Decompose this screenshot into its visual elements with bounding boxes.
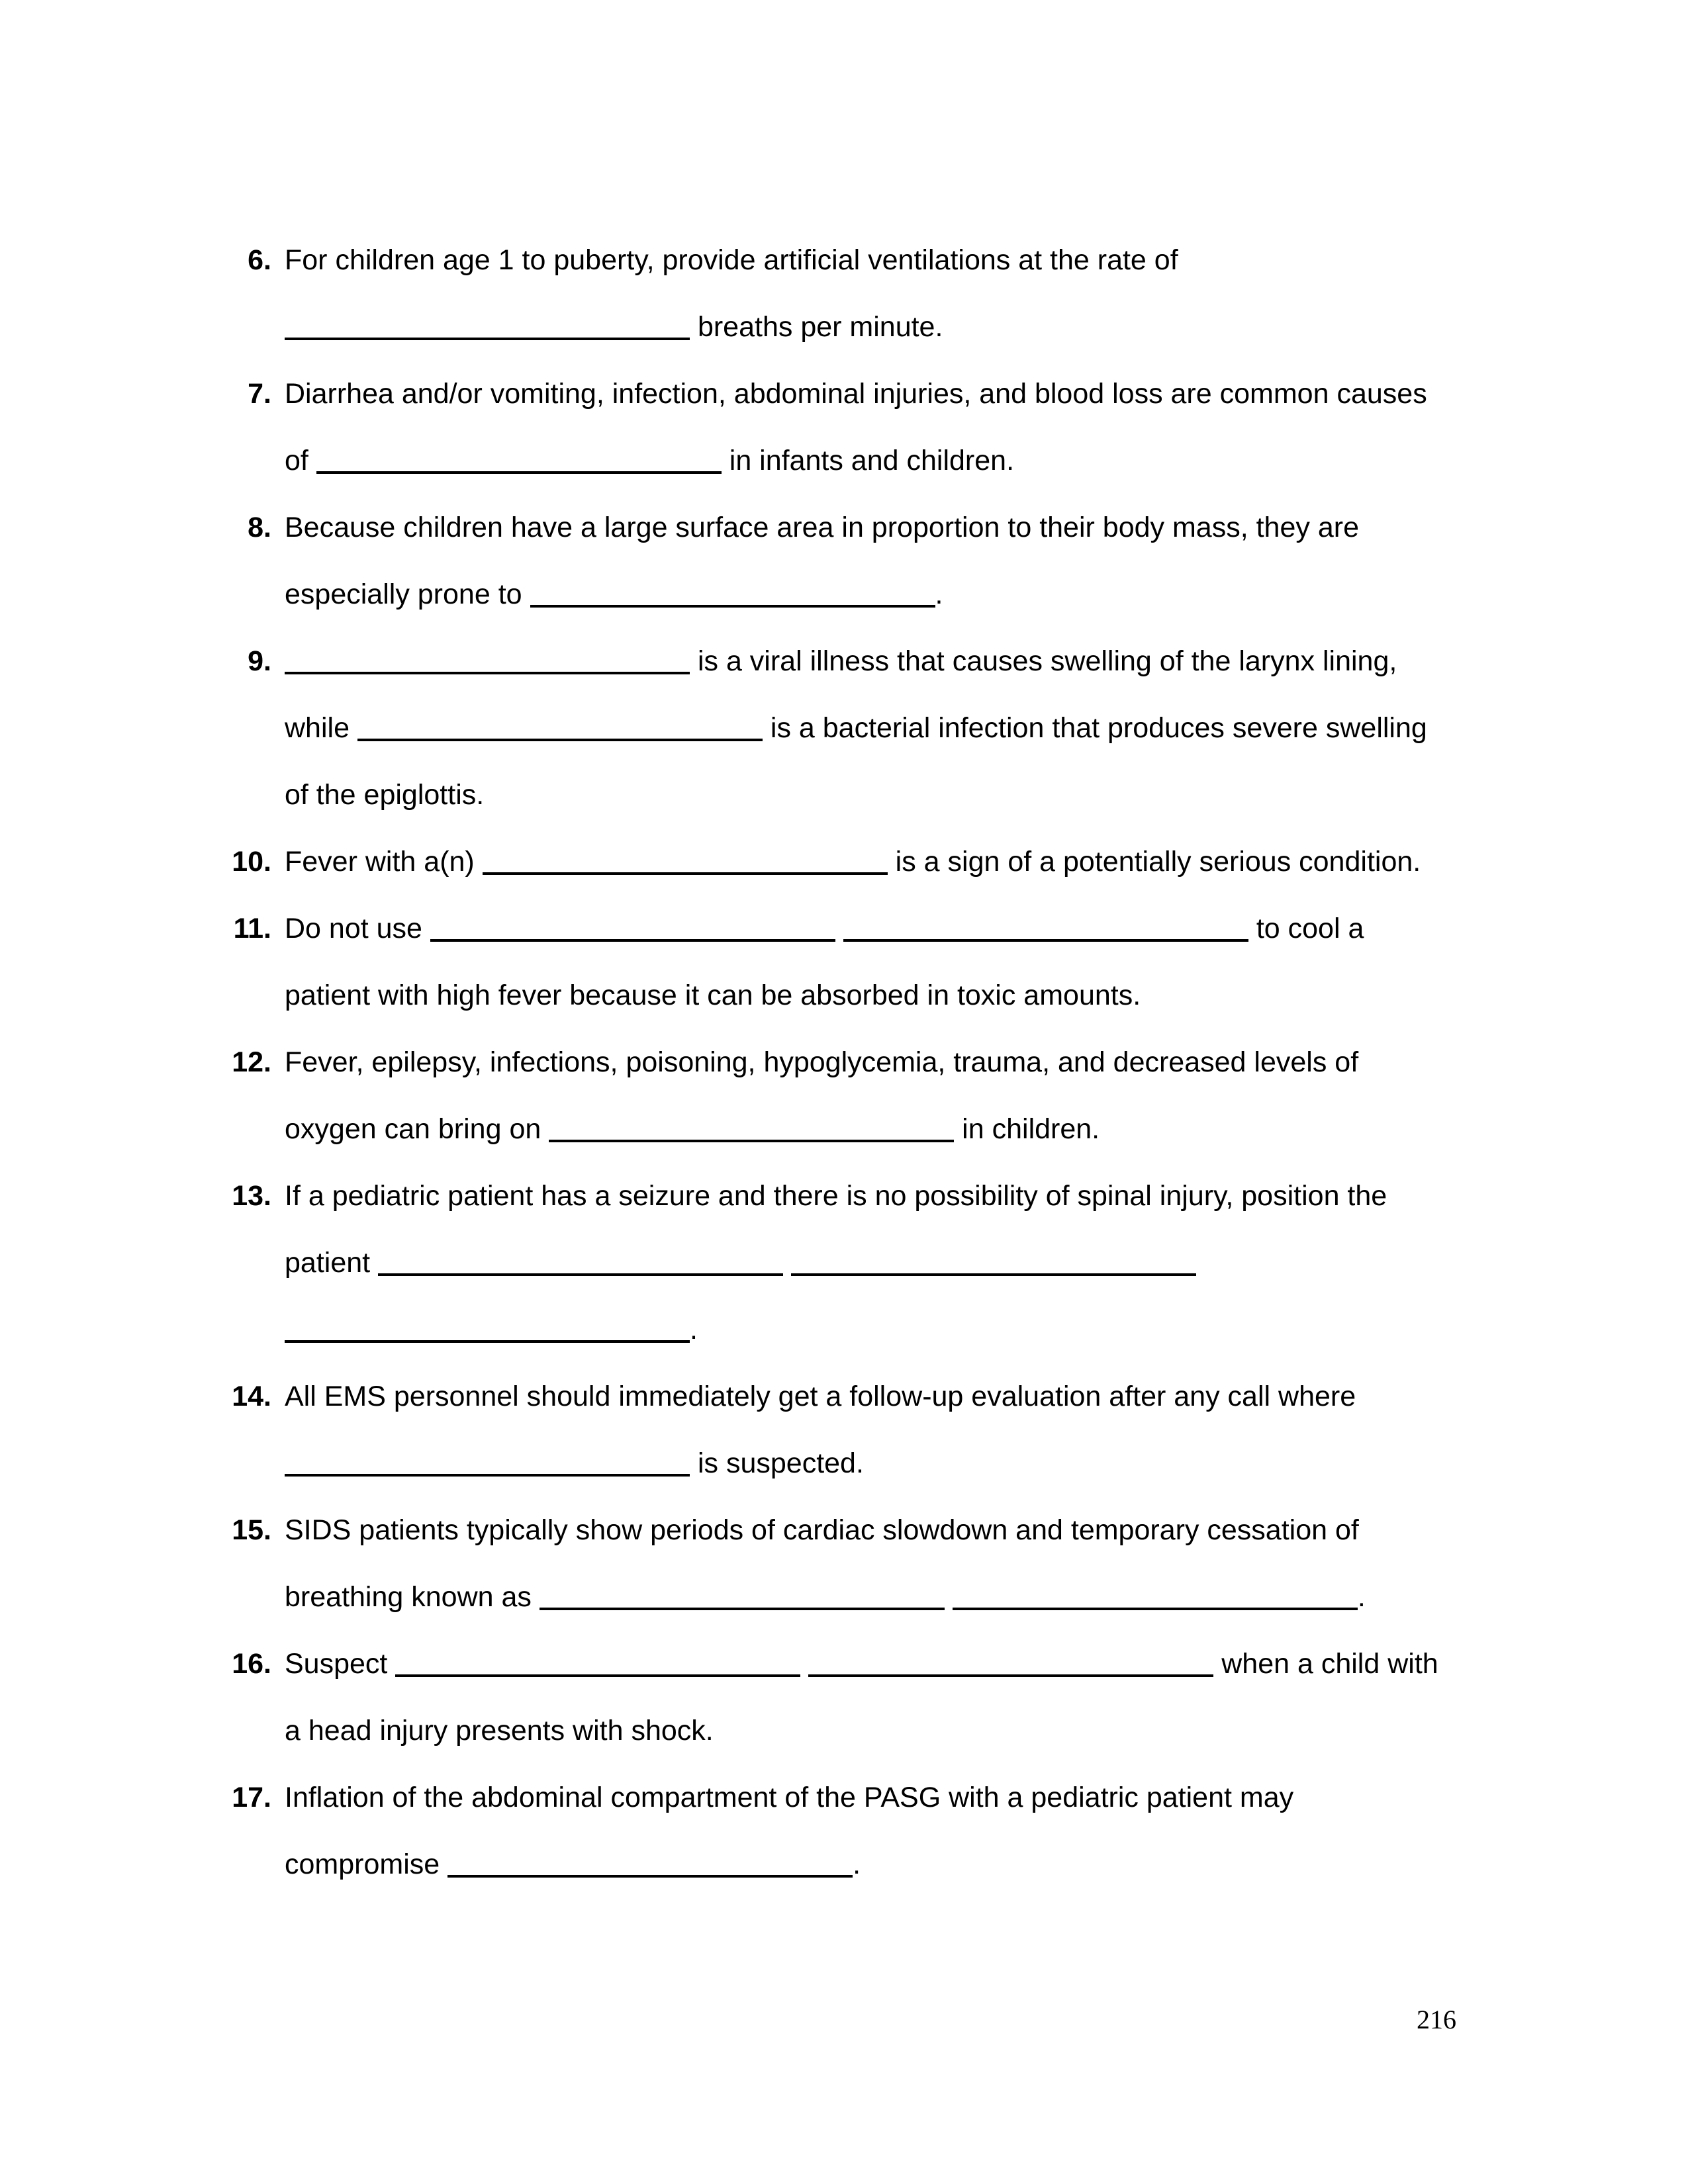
answer-blank[interactable] <box>285 672 690 674</box>
question-line <box>285 1698 1496 1764</box>
question-text: compromise <box>285 1848 448 1880</box>
question-text: Inflation of the abdominal compartment of the PASG with a pediatric patient may <box>285 1782 1294 1813</box>
question-text: . <box>853 1848 861 1880</box>
answer-blank[interactable] <box>395 1674 800 1677</box>
question-text <box>945 1581 953 1613</box>
question-line <box>285 1564 1496 1631</box>
question-text: Fever with a(n) <box>285 846 483 878</box>
question-text: in infants and children. <box>721 445 1015 477</box>
answer-blank[interactable] <box>357 739 763 741</box>
question-item <box>225 1363 1496 1497</box>
question-text: . <box>690 1314 698 1345</box>
answer-blank[interactable] <box>791 1273 1196 1276</box>
question-line <box>285 1430 1496 1497</box>
question-text: breaths per minute. <box>690 311 943 343</box>
question-line <box>285 1230 1496 1297</box>
question-line <box>285 227 1496 294</box>
question-item <box>225 895 1496 1029</box>
question-number: 15. <box>232 1514 271 1546</box>
question-text: of the epiglottis. <box>285 779 485 811</box>
question-text: while <box>285 712 357 744</box>
question-text: is a viral illness that causes swelling of the larynx lining, <box>690 645 1397 677</box>
answer-blank[interactable] <box>285 1474 690 1477</box>
question-line <box>285 962 1496 1029</box>
answer-blank[interactable] <box>953 1608 1358 1610</box>
question-line <box>285 1096 1496 1163</box>
question-item <box>225 1631 1496 1764</box>
question-item <box>225 628 1496 829</box>
question-line <box>285 361 1496 428</box>
question-number: 17. <box>232 1782 271 1813</box>
question-number: 12. <box>232 1046 271 1078</box>
question-text: SIDS patients typically show periods of cardiac slowdown and temporary cessation of <box>285 1514 1359 1546</box>
answer-blank[interactable] <box>430 939 835 942</box>
question-item <box>225 494 1496 628</box>
question-item <box>225 829 1496 895</box>
question-text: breathing known as <box>285 1581 539 1613</box>
question-line <box>285 1163 1496 1230</box>
answer-blank[interactable] <box>549 1140 954 1142</box>
question-text: For children age 1 to puberty, provide artificial ventilations at the rate of <box>285 244 1178 276</box>
question-line <box>285 1764 1496 1831</box>
question-line <box>285 1297 1496 1363</box>
question-line <box>285 1363 1496 1430</box>
question-line <box>285 494 1496 561</box>
answer-blank[interactable] <box>285 338 690 340</box>
question-line <box>285 1631 1496 1698</box>
answer-blank[interactable] <box>539 1608 945 1610</box>
question-text: of <box>285 445 316 477</box>
answer-blank[interactable] <box>378 1273 783 1276</box>
question-item <box>225 1497 1496 1631</box>
answer-blank[interactable] <box>808 1674 1213 1677</box>
question-line <box>285 695 1496 762</box>
question-number: 7. <box>248 378 271 410</box>
question-line <box>285 428 1496 494</box>
question-number: 6. <box>248 244 271 276</box>
answer-blank[interactable] <box>530 605 935 608</box>
question-item <box>225 1764 1496 1898</box>
question-text <box>835 913 843 944</box>
question-line <box>285 628 1496 695</box>
question-text: in children. <box>954 1113 1100 1145</box>
answer-blank[interactable] <box>447 1875 853 1878</box>
question-text: oxygen can bring on <box>285 1113 549 1145</box>
question-text: Diarrhea and/or vomiting, infection, abdominal injuries, and blood loss are common causes <box>285 378 1427 410</box>
question-line <box>285 1497 1496 1564</box>
question-text: to cool a <box>1248 913 1364 944</box>
question-item <box>225 227 1496 361</box>
question-line <box>285 1029 1496 1096</box>
answer-blank[interactable] <box>483 872 888 875</box>
question-number: 16. <box>232 1648 271 1680</box>
question-text: patient with high fever because it can be absorbed in toxic amounts. <box>285 979 1141 1011</box>
question-text: is a sign of a potentially serious condition. <box>887 846 1421 878</box>
question-text: Because children have a large surface area in proportion to their body mass, they are <box>285 512 1359 543</box>
question-text <box>800 1648 808 1680</box>
question-text: patient <box>285 1247 379 1279</box>
question-text: a head injury presents with shock. <box>285 1715 714 1747</box>
question-text: Fever, epilepsy, infections, poisoning, hypoglycemia, trauma, and decreased levels of <box>285 1046 1359 1078</box>
question-text: Suspect <box>285 1648 396 1680</box>
question-line <box>285 762 1496 829</box>
question-number: 11. <box>233 913 271 944</box>
question-text <box>783 1247 791 1279</box>
question-number: 14. <box>232 1381 271 1412</box>
question-number: 8. <box>248 512 271 543</box>
question-text: especially prone to <box>285 578 530 610</box>
question-number: 10. <box>232 846 271 878</box>
question-item <box>225 1029 1496 1163</box>
question-text: is suspected. <box>690 1447 864 1479</box>
question-text: Do not use <box>285 913 430 944</box>
answer-blank[interactable] <box>843 939 1248 942</box>
question-text: is a bacterial infection that produces severe swelling <box>762 712 1427 744</box>
question-line <box>285 1831 1496 1898</box>
question-line <box>285 561 1496 628</box>
answer-blank[interactable] <box>316 471 722 474</box>
page-number: 216 <box>1417 2005 1456 2034</box>
question-item <box>225 361 1496 494</box>
question-item <box>225 1163 1496 1363</box>
question-text: All EMS personnel should immediately get a follow-up evaluation after any call where <box>285 1381 1356 1412</box>
question-line <box>285 895 1496 962</box>
question-text: when a child with <box>1213 1648 1438 1680</box>
question-text: . <box>935 578 943 610</box>
question-line <box>285 829 1496 895</box>
question-number: 9. <box>248 645 271 677</box>
answer-blank[interactable] <box>285 1340 690 1343</box>
question-number: 13. <box>232 1180 271 1212</box>
question-line <box>285 294 1496 361</box>
question-text: If a pediatric patient has a seizure and there is no possibility of spinal injury, position the <box>285 1180 1387 1212</box>
question-text: . <box>1357 1581 1366 1613</box>
question-list <box>225 227 1496 1898</box>
